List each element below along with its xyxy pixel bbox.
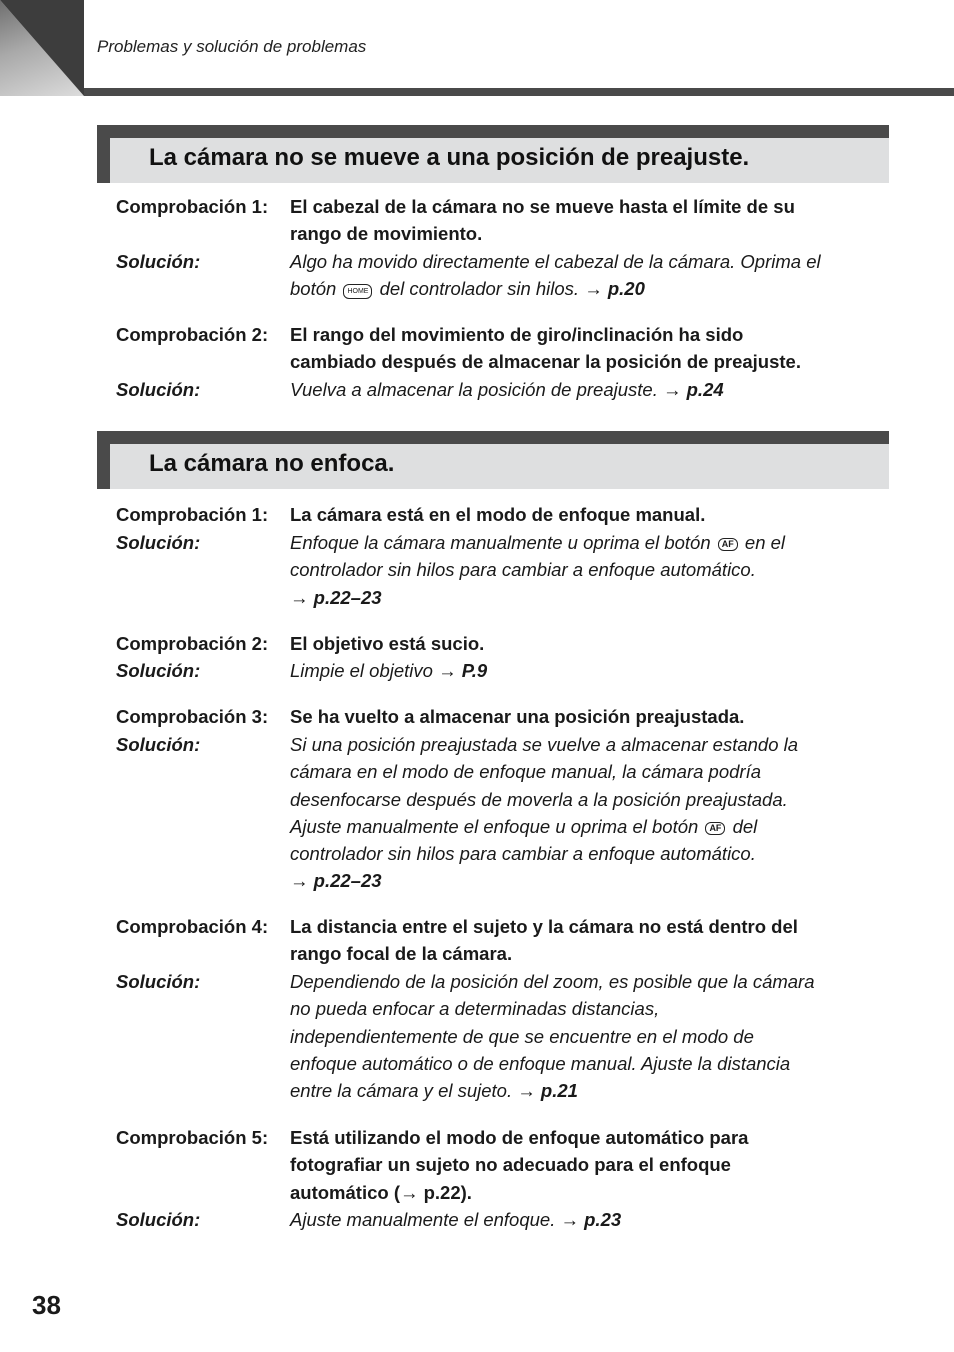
check-text: Se ha vuelto a almacenar una posición preajustada. [290, 706, 745, 727]
page-reference: p.23 [584, 1209, 622, 1230]
solution-label: Solución: [116, 660, 201, 681]
solution-label: Solución: [116, 532, 201, 553]
check-label: Comprobación 4: [116, 916, 269, 937]
solution-label: Solución: [116, 251, 201, 272]
running-head: Problemas y solución de problemas [97, 37, 367, 56]
solution-text: Limpie el objetivo → P.9 [290, 660, 488, 681]
page-reference: p.21 [540, 1080, 578, 1102]
solution-text: Dependiendo de la posición del zoom, es posible que la cámara no pueda enfocar a determinadas distancias, independientemente de que se encuentre en el modo de enfoque automático o de enfoque manual. Ajuste la distancia entre la cámara y el sujeto. → p.21 [290, 971, 815, 1102]
section-heading-preset [97, 125, 889, 183]
check-text: Está utilizando el modo de enfoque automático para fotografiar un sujeto no adecuado para el enfoque automático (→ p.22). [290, 1127, 749, 1203]
check-label: Comprobación 1: [116, 504, 269, 525]
home-button-icon: HOME [343, 284, 372, 299]
section-title: La cámara no se mueve a una posición de preajuste. [149, 144, 750, 171]
solution-text: Enfoque la cámara manualmente u oprima el botón AF en el controlador sin hilos para cambiar a enfoque automático. → p.22–23 [290, 532, 786, 608]
check-label: Comprobación 2: [116, 324, 269, 345]
check-label: Comprobación 1: [116, 196, 269, 217]
solution-text: Vuelva a almacenar la posición de preajuste. → p.24 [290, 379, 724, 400]
solution-label: Solución: [116, 1209, 201, 1230]
solution-text: Algo ha movido directamente el cabezal de la cámara. Oprima el botón HOME del controlador sin hilos. → p.20 [290, 251, 821, 300]
check-label: Comprobación 3: [116, 706, 269, 727]
check-text: El objetivo está sucio. [290, 633, 485, 654]
page-reference: p.24 [686, 379, 724, 400]
section-title: La cámara no enfoca. [149, 450, 395, 477]
solution-text: Ajuste manualmente el enfoque. → p.23 [290, 1209, 622, 1230]
check-label: Comprobación 5: [116, 1127, 269, 1148]
solution-label: Solución: [116, 971, 201, 992]
page-reference: p.20 [607, 278, 645, 300]
solution-text: Si una posición preajustada se vuelve a almacenar estando la cámara en el modo de enfoque manual, la cámara podría desenfocarse después de moverla a la posición preajustada. Ajuste manualmente el enfoque u oprima el botón AF del controlador sin hilos para cambiar a enfoque automático. → p.22–23 [290, 734, 799, 892]
solution-label: Solución: [116, 734, 201, 755]
page-reference: P.9 [461, 660, 488, 681]
page-reference: p.22–23 [313, 870, 382, 892]
check-text: La distancia entre el sujeto y la cámara no está dentro del rango focal de la cámara. [290, 916, 798, 965]
af-button-icon: AF [705, 822, 725, 835]
solution-label: Solución: [116, 379, 201, 400]
header-rule [84, 88, 954, 96]
page-number: 38 [32, 1290, 61, 1320]
page-reference: p.22–23 [313, 586, 382, 608]
check-text: El cabezal de la cámara no se mueve hasta el límite de su rango de movimiento. [290, 196, 795, 245]
section-heading-focus [97, 431, 889, 489]
af-button-icon: AF [718, 538, 738, 551]
check-text: El rango del movimiento de giro/inclinación ha sido cambiado después de almacenar la posición de preajuste. [290, 324, 801, 373]
check-label: Comprobación 2: [116, 633, 269, 654]
check-text: La cámara está en el modo de enfoque manual. [290, 504, 706, 525]
